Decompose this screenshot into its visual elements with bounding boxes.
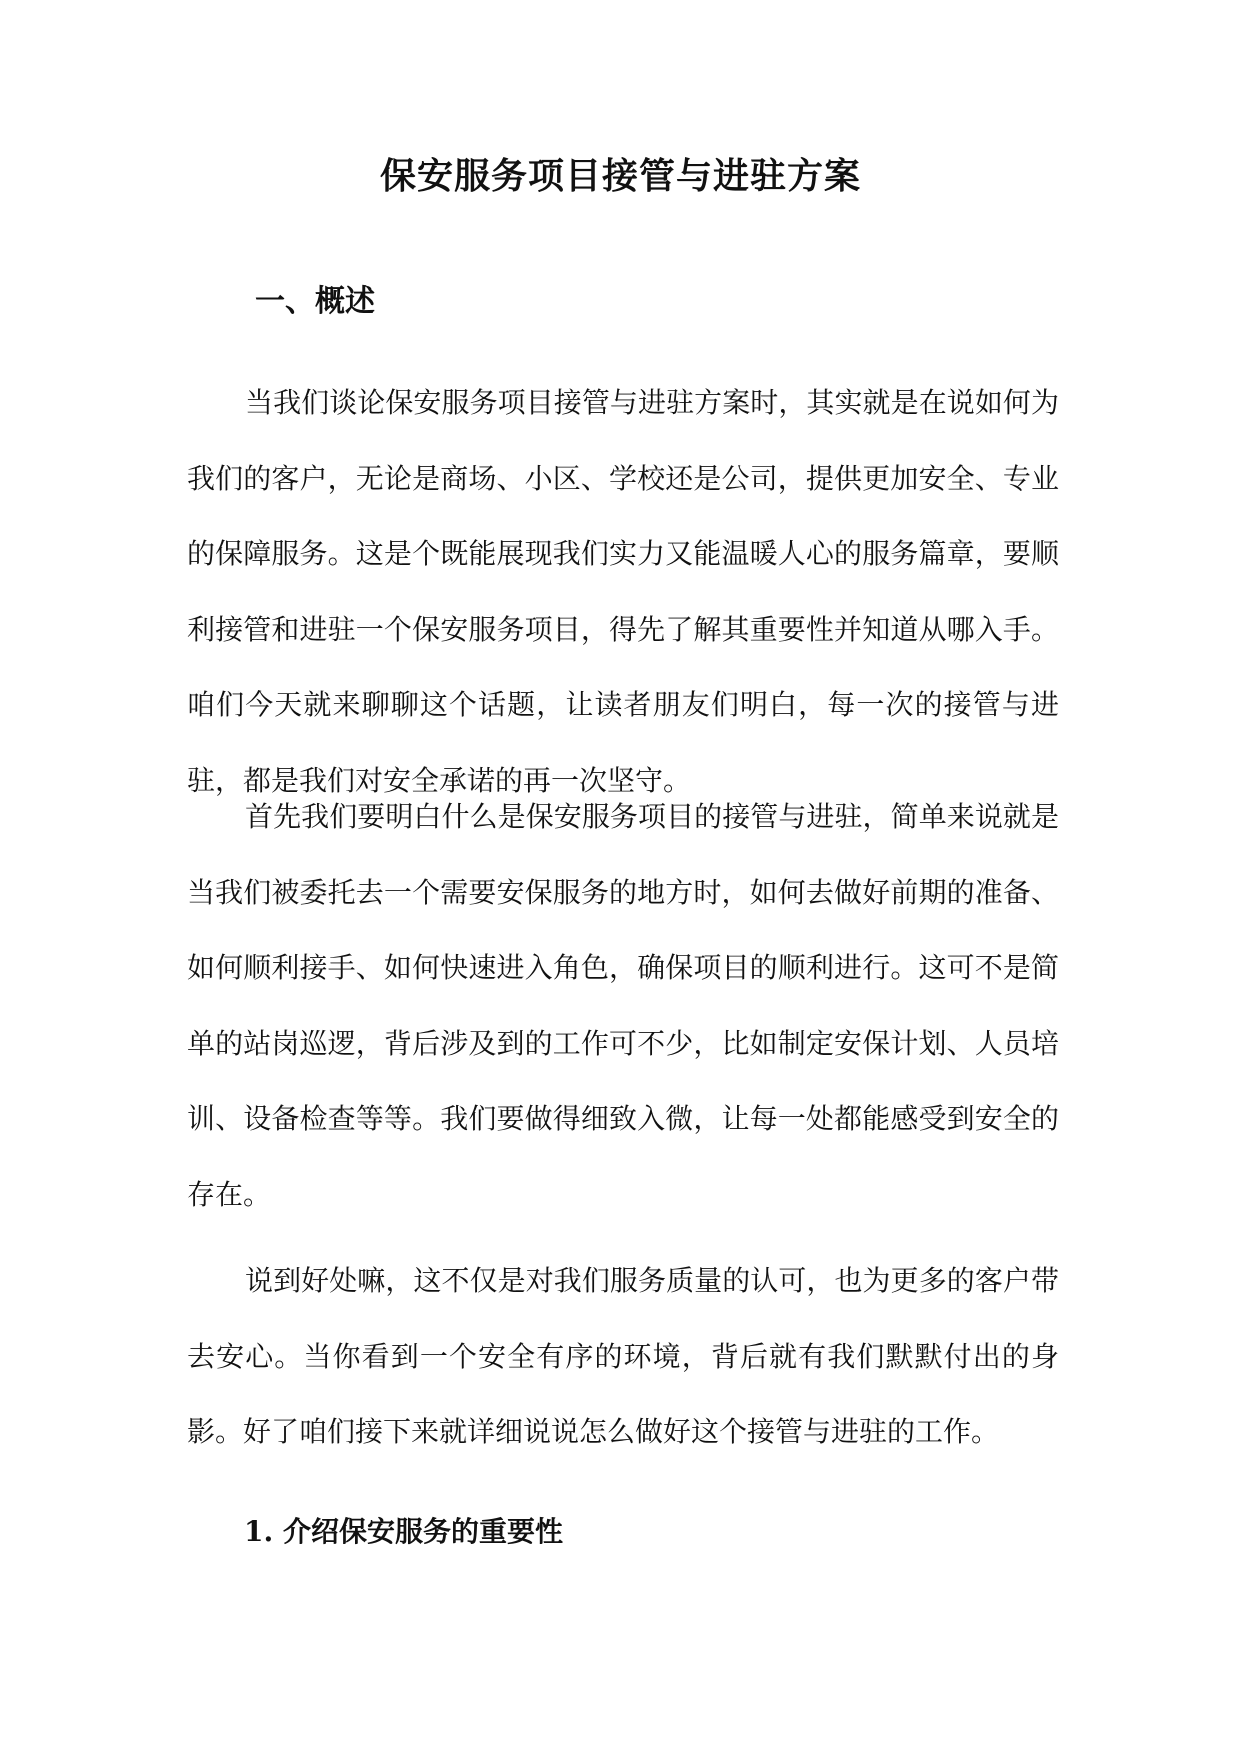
paragraph-3: 说到好处嘛，这不仅是对我们服务质量的认可，也为更多的客户带去安心。当你看到一个安全有序的环境，背后就有我们默默付出的身影。好了咱们接下来就详细说说怎么做好这个接管与进驻的工作。 [187, 1264, 1059, 1448]
sub-heading-importance: 1. 介绍保安服务的重要性 [244, 1515, 563, 1548]
paragraph-1: 当我们谈论保安服务项目接管与进驻方案时，其实就是在说如何为我们的客户，无论是商场、小区、学校还是公司，提供更加安全、专业的保障服务。这是个既能展现我们实力又能温暖人心的服务篇章，要顺利接管和进驻一个保安服务项目，得先了解其重要性并知道从哪入手。咱们今天就来聊聊这个话题，让读者朋友们明白，每一次的接管与进驻，都是我们对安全承诺的再一次坚守。 [187, 386, 1059, 797]
paragraph-2: 首先我们要明白什么是保安服务项目的接管与进驻，简单来说就是当我们被委托去一个需要安保服务的地方时，如何去做好前期的准备、如何顺利接手、如何快速进入角色，确保项目的顺利进行。这可不是简单的站岗巡逻，背后涉及到的工作可不少，比如制定安保计划、人员培训、设备检查等等。我们要做得细致入微，让每一处都能感受到安全的存在。 [187, 800, 1059, 1211]
document-title: 保安服务项目接管与进驻方案 [379, 155, 861, 197]
section-heading-overview: 一、概述 [255, 284, 375, 319]
